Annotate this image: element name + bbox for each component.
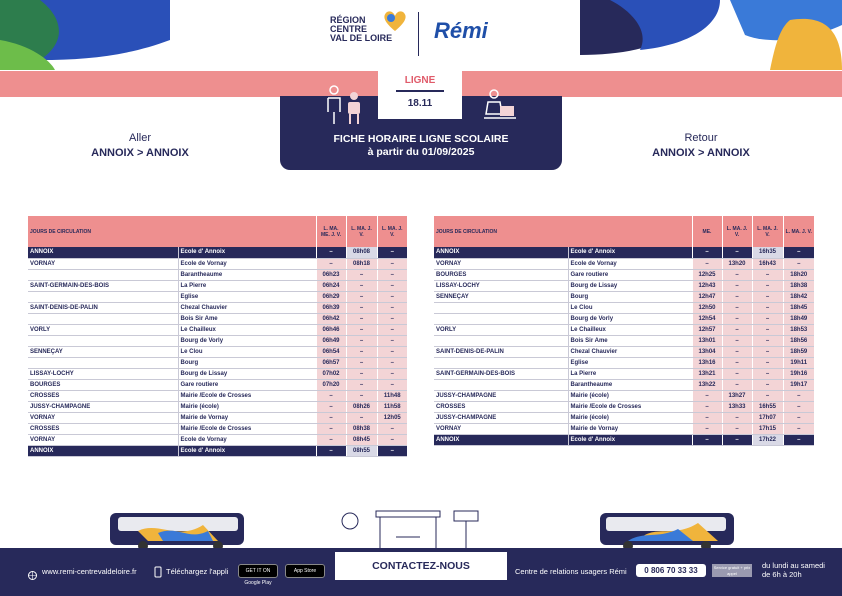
stop-cell: Mairie /Ecole de Crosses — [178, 423, 316, 434]
time-cell: 17h15 — [752, 423, 783, 434]
remi-logo: Rémi — [434, 18, 488, 43]
time-cell: – — [722, 379, 752, 390]
schedule-title — [280, 133, 562, 159]
table-row — [434, 258, 814, 269]
retour-label: Retour — [684, 132, 718, 144]
time-cell: – — [377, 445, 407, 456]
commune-cell — [434, 379, 568, 390]
stop-cell: Bourg de Lissay — [178, 368, 316, 379]
stop-cell: La Pierre — [178, 280, 316, 291]
time-cell: – — [377, 423, 407, 434]
stop-cell: Ecole d' Annoix — [568, 247, 692, 258]
time-cell: 08h08 — [346, 247, 377, 258]
time-cell: – — [346, 324, 377, 335]
commune-cell: ANNOIX — [434, 247, 568, 258]
commune-cell: VORNAY — [434, 423, 568, 434]
line-divider — [396, 90, 444, 92]
time-cell: 11h48 — [377, 390, 407, 401]
time-cell: – — [346, 335, 377, 346]
phone-number[interactable]: 0 806 70 33 33 — [636, 564, 706, 577]
app-download-text: Téléchargez l'appli — [166, 567, 229, 576]
time-cell: – — [692, 258, 722, 269]
time-cell: 08h45 — [346, 434, 377, 445]
day-header: L. MA. J. V. — [783, 216, 814, 247]
time-cell: – — [722, 434, 752, 445]
table-row — [28, 302, 407, 313]
table-row — [28, 412, 407, 423]
table-row — [28, 247, 407, 258]
time-cell: – — [752, 302, 783, 313]
stop-cell: Mairie de Vornay — [178, 412, 316, 423]
time-cell: – — [377, 357, 407, 368]
time-cell: – — [783, 390, 814, 401]
commune-cell: ANNOIX — [28, 445, 178, 456]
commune-cell: VORLY — [28, 324, 178, 335]
relations-text: Centre de relations usagers Rémi — [515, 567, 627, 576]
time-cell: – — [752, 269, 783, 280]
time-cell: 19h17 — [783, 379, 814, 390]
time-cell: 08h26 — [346, 401, 377, 412]
time-cell: – — [377, 280, 407, 291]
time-cell: – — [722, 313, 752, 324]
time-cell: 06h24 — [316, 280, 346, 291]
time-cell: 06h39 — [316, 302, 346, 313]
commune-cell — [28, 291, 178, 302]
time-cell: – — [346, 379, 377, 390]
student-desk-icon — [480, 88, 520, 129]
time-cell: – — [752, 335, 783, 346]
days-header: JOURS DE CIRCULATION — [434, 216, 692, 247]
region-heart-icon — [382, 10, 408, 37]
table-row — [28, 434, 407, 445]
time-cell: 08h18 — [346, 258, 377, 269]
time-cell: – — [752, 357, 783, 368]
commune-cell: SENNEÇAY — [434, 291, 568, 302]
time-cell: 07h20 — [316, 379, 346, 390]
stop-cell: Mairie /Ecole de Crosses — [178, 390, 316, 401]
time-cell: – — [722, 335, 752, 346]
time-cell: – — [377, 269, 407, 280]
time-cell: 13h16 — [692, 357, 722, 368]
day-header: L. MA. J. V. — [752, 216, 783, 247]
retour-timetable — [434, 216, 814, 446]
stop-cell: Bois Sir Ame — [178, 313, 316, 324]
time-cell: 19h16 — [783, 368, 814, 379]
table-row — [28, 390, 407, 401]
commune-cell — [28, 313, 178, 324]
stop-cell: Bourg de Vorly — [568, 313, 692, 324]
schedule-title-text: FICHE HORAIRE LIGNE SCOLAIRE — [333, 133, 509, 145]
opening-hours — [762, 561, 825, 579]
time-cell: – — [752, 346, 783, 357]
contact-button[interactable]: CONTACTEZ-NOUS — [335, 552, 507, 580]
time-cell: – — [377, 379, 407, 390]
commune-cell: SAINT-GERMAIN-DES-BOIS — [28, 280, 178, 291]
phone-note: Service gratuit + prix appel — [713, 565, 751, 576]
time-cell: – — [692, 434, 722, 445]
time-cell: 12h54 — [692, 313, 722, 324]
stop-cell: Bourg de Vorly — [178, 335, 316, 346]
time-cell: – — [377, 335, 407, 346]
time-cell: – — [346, 269, 377, 280]
logo-divider — [418, 12, 419, 56]
line-number-box — [378, 71, 462, 119]
aller-heading — [60, 131, 220, 161]
time-cell: – — [377, 324, 407, 335]
commune-cell: JUSSY-CHAMPAGNE — [434, 390, 568, 401]
time-cell: – — [377, 302, 407, 313]
time-cell: – — [722, 346, 752, 357]
time-cell: 19h11 — [783, 357, 814, 368]
table-header-row — [434, 216, 814, 247]
schedule-date: à partir du 01/09/2025 — [367, 146, 475, 158]
time-cell: – — [346, 302, 377, 313]
students-icon — [322, 84, 368, 131]
commune-cell: SAINT-DENIS-DE-PALIN — [28, 302, 178, 313]
commune-cell: ANNOIX — [434, 434, 568, 445]
time-cell: – — [316, 390, 346, 401]
stop-cell: Ecole de Vornay — [178, 258, 316, 269]
aller-route: ANNOIX > ANNOIX — [91, 147, 189, 159]
time-cell: – — [722, 291, 752, 302]
aller-timetable — [28, 216, 407, 457]
region-logo-line: VAL DE LOIRE — [330, 33, 393, 43]
time-cell: 06h23 — [316, 269, 346, 280]
time-cell: 06h57 — [316, 357, 346, 368]
time-cell: – — [316, 423, 346, 434]
stop-cell: Le Clou — [568, 302, 692, 313]
time-cell: – — [377, 247, 407, 258]
time-cell: 18h38 — [783, 280, 814, 291]
table-row — [434, 379, 814, 390]
time-cell: 07h02 — [316, 368, 346, 379]
day-header: L. MA. J. V. — [377, 216, 407, 247]
table-row — [28, 401, 407, 412]
stop-cell: Ecole de Vornay — [568, 258, 692, 269]
table-row — [28, 423, 407, 434]
table-row — [434, 412, 814, 423]
time-cell: – — [722, 280, 752, 291]
table-row — [434, 401, 814, 412]
time-cell: 06h29 — [316, 291, 346, 302]
commune-cell — [434, 335, 568, 346]
table-row — [434, 247, 814, 258]
time-cell: – — [783, 423, 814, 434]
commune-cell: JUSSY-CHAMPAGNE — [434, 412, 568, 423]
time-cell: 13h22 — [692, 379, 722, 390]
time-cell: – — [752, 291, 783, 302]
table-row — [434, 390, 814, 401]
time-cell: 18h45 — [783, 302, 814, 313]
table-row — [28, 357, 407, 368]
stop-cell: Eglise — [178, 291, 316, 302]
time-cell: – — [316, 434, 346, 445]
commune-cell: BOURGES — [434, 269, 568, 280]
commune-cell: LISSAY-LOCHY — [28, 368, 178, 379]
days-header: JOURS DE CIRCULATION — [28, 216, 316, 247]
day-header: ME. — [692, 216, 722, 247]
stop-cell: Ecole d' Annoix — [568, 434, 692, 445]
commune-cell: CROSSES — [434, 401, 568, 412]
decorative-shape-right — [580, 0, 842, 70]
commune-cell — [434, 313, 568, 324]
line-number: 18.11 — [407, 98, 433, 109]
time-cell: 12h43 — [692, 280, 722, 291]
stop-cell: Bourg — [178, 357, 316, 368]
stop-cell: Le Chailleux — [568, 324, 692, 335]
time-cell: – — [316, 412, 346, 423]
table-row — [434, 357, 814, 368]
time-cell: 18h20 — [783, 269, 814, 280]
stop-cell: Ecole de Vornay — [178, 434, 316, 445]
time-cell: 13h01 — [692, 335, 722, 346]
table-row — [28, 269, 407, 280]
time-cell: – — [316, 401, 346, 412]
time-cell: – — [346, 368, 377, 379]
region-logo-line: CENTRE — [330, 24, 368, 34]
commune-cell: JUSSY-CHAMPAGNE — [28, 401, 178, 412]
stop-cell: Gare routiere — [178, 379, 316, 390]
region-logo-line: RÉGION — [330, 15, 366, 25]
time-cell: 18h49 — [783, 313, 814, 324]
table-row — [28, 445, 407, 456]
commune-cell: VORNAY — [28, 258, 178, 269]
time-cell: – — [346, 313, 377, 324]
stop-cell: Mairie de Vornay — [568, 423, 692, 434]
table-row — [28, 368, 407, 379]
commune-cell: VORNAY — [434, 258, 568, 269]
table-row — [434, 434, 814, 445]
stop-cell: Eglise — [568, 357, 692, 368]
table-row — [28, 335, 407, 346]
time-cell: 18h53 — [783, 324, 814, 335]
table-row — [434, 335, 814, 346]
time-cell: – — [752, 390, 783, 401]
commune-cell: SAINT-GERMAIN-DES-BOIS — [434, 368, 568, 379]
table-row — [28, 379, 407, 390]
time-cell: – — [377, 291, 407, 302]
time-cell: – — [377, 258, 407, 269]
commune-cell: CROSSES — [28, 390, 178, 401]
time-cell: – — [692, 412, 722, 423]
stop-cell: Le Chailleux — [178, 324, 316, 335]
time-cell: – — [722, 423, 752, 434]
time-cell: 18h56 — [783, 335, 814, 346]
table-header-row — [28, 216, 407, 247]
table-row — [434, 423, 814, 434]
commune-cell: BOURGES — [28, 379, 178, 390]
commune-cell — [28, 269, 178, 280]
time-cell: – — [377, 434, 407, 445]
commune-cell: VORLY — [434, 324, 568, 335]
time-cell: 06h42 — [316, 313, 346, 324]
time-cell: – — [722, 302, 752, 313]
commune-cell — [434, 357, 568, 368]
stop-cell: Bois Sir Ame — [568, 335, 692, 346]
time-cell: – — [752, 379, 783, 390]
time-cell: – — [346, 390, 377, 401]
time-cell: – — [752, 324, 783, 335]
time-cell: – — [377, 313, 407, 324]
time-cell: – — [316, 445, 346, 456]
table-row — [28, 313, 407, 324]
time-cell: 08h38 — [346, 423, 377, 434]
logo-area — [283, 0, 559, 70]
time-cell: – — [752, 313, 783, 324]
commune-cell: VORNAY — [28, 434, 178, 445]
time-cell: 12h47 — [692, 291, 722, 302]
time-cell: – — [692, 247, 722, 258]
table-row — [28, 346, 407, 357]
google-play-badge[interactable]: GET IT ON Google Play — [238, 564, 278, 578]
retour-route: ANNOIX > ANNOIX — [652, 147, 750, 159]
table-row — [28, 324, 407, 335]
hours-line: du lundi au samedi — [762, 561, 825, 570]
website-link[interactable]: www.remi-centrevaldeloire.fr — [42, 567, 137, 576]
stop-cell: Mairie (école) — [568, 412, 692, 423]
time-cell: – — [783, 412, 814, 423]
time-cell: 12h25 — [692, 269, 722, 280]
stop-cell: Bourg de Lissay — [568, 280, 692, 291]
commune-cell — [28, 357, 178, 368]
time-cell: – — [316, 247, 346, 258]
time-cell: – — [346, 291, 377, 302]
time-cell: 06h54 — [316, 346, 346, 357]
line-label: LIGNE — [404, 75, 436, 86]
table-row — [28, 291, 407, 302]
stop-cell: Le Clou — [178, 346, 316, 357]
table-row — [434, 313, 814, 324]
time-cell: – — [377, 368, 407, 379]
time-cell: 12h57 — [692, 324, 722, 335]
time-cell: 13h33 — [722, 401, 752, 412]
time-cell: – — [783, 247, 814, 258]
commune-cell: LISSAY-LOCHY — [434, 280, 568, 291]
time-cell: 13h20 — [722, 258, 752, 269]
time-cell: – — [346, 346, 377, 357]
commune-cell — [28, 335, 178, 346]
stop-cell: Ecole d' Annoix — [178, 445, 316, 456]
stop-cell: Barantheaume — [178, 269, 316, 280]
stop-cell: Mairie (école) — [178, 401, 316, 412]
stop-cell: La Pierre — [568, 368, 692, 379]
table-row — [434, 280, 814, 291]
table-row — [434, 368, 814, 379]
time-cell: 13h04 — [692, 346, 722, 357]
time-cell: – — [346, 412, 377, 423]
commune-cell: SENNEÇAY — [28, 346, 178, 357]
commune-cell: CROSSES — [28, 423, 178, 434]
time-cell: 08h55 — [346, 445, 377, 456]
stop-cell: Mairie (école) — [568, 390, 692, 401]
time-cell: 18h59 — [783, 346, 814, 357]
time-cell: – — [722, 412, 752, 423]
time-cell: – — [346, 357, 377, 368]
time-cell: – — [692, 423, 722, 434]
table-row — [434, 291, 814, 302]
time-cell: 16h35 — [752, 247, 783, 258]
time-cell: 06h46 — [316, 324, 346, 335]
commune-cell — [434, 302, 568, 313]
table-row — [28, 258, 407, 269]
commune-cell: VORNAY — [28, 412, 178, 423]
time-cell: 13h21 — [692, 368, 722, 379]
aller-label: Aller — [128, 132, 151, 144]
stop-cell: Bourg — [568, 291, 692, 302]
time-cell: 13h27 — [722, 390, 752, 401]
day-header: L. MA. J. V. — [722, 216, 752, 247]
time-cell: 16h55 — [752, 401, 783, 412]
time-cell: – — [722, 357, 752, 368]
time-cell: 18h42 — [783, 291, 814, 302]
time-cell: – — [316, 258, 346, 269]
time-cell: 17h07 — [752, 412, 783, 423]
phone-app-icon — [154, 565, 162, 583]
stop-cell: Chezal Chauvier — [178, 302, 316, 313]
stop-cell: Chezal Chauvier — [568, 346, 692, 357]
stop-cell: Barantheaume — [568, 379, 692, 390]
retour-heading — [621, 131, 781, 161]
app-store-badge[interactable]: App Store — [285, 564, 325, 578]
commune-cell: ANNOIX — [28, 247, 178, 258]
time-cell: 11h58 — [377, 401, 407, 412]
table-row — [434, 269, 814, 280]
stop-cell: Gare routiere — [568, 269, 692, 280]
time-cell: 16h43 — [752, 258, 783, 269]
time-cell: – — [752, 368, 783, 379]
hours-line: de 6h à 20h — [762, 570, 802, 579]
stop-cell: Mairie /Ecole de Crosses — [568, 401, 692, 412]
time-cell: – — [722, 368, 752, 379]
commune-cell: SAINT-DENIS-DE-PALIN — [434, 346, 568, 357]
time-cell: – — [692, 401, 722, 412]
table-row — [434, 346, 814, 357]
time-cell: 17h22 — [752, 434, 783, 445]
time-cell: – — [783, 434, 814, 445]
time-cell: – — [752, 280, 783, 291]
time-cell: – — [692, 390, 722, 401]
time-cell: – — [783, 258, 814, 269]
time-cell: 12h05 — [377, 412, 407, 423]
time-cell: – — [722, 324, 752, 335]
day-header: L. MA. ME. J. V. — [316, 216, 346, 247]
day-header: L. MA. J. V. — [346, 216, 377, 247]
time-cell: – — [346, 280, 377, 291]
table-row — [434, 302, 814, 313]
table-row — [28, 280, 407, 291]
time-cell: – — [722, 247, 752, 258]
time-cell: – — [783, 401, 814, 412]
globe-icon — [28, 567, 37, 585]
stop-cell: Ecole d' Annoix — [178, 247, 316, 258]
table-row — [434, 324, 814, 335]
time-cell: 06h49 — [316, 335, 346, 346]
time-cell: – — [722, 269, 752, 280]
decorative-shape-left — [0, 0, 170, 70]
time-cell: – — [377, 346, 407, 357]
time-cell: 12h50 — [692, 302, 722, 313]
